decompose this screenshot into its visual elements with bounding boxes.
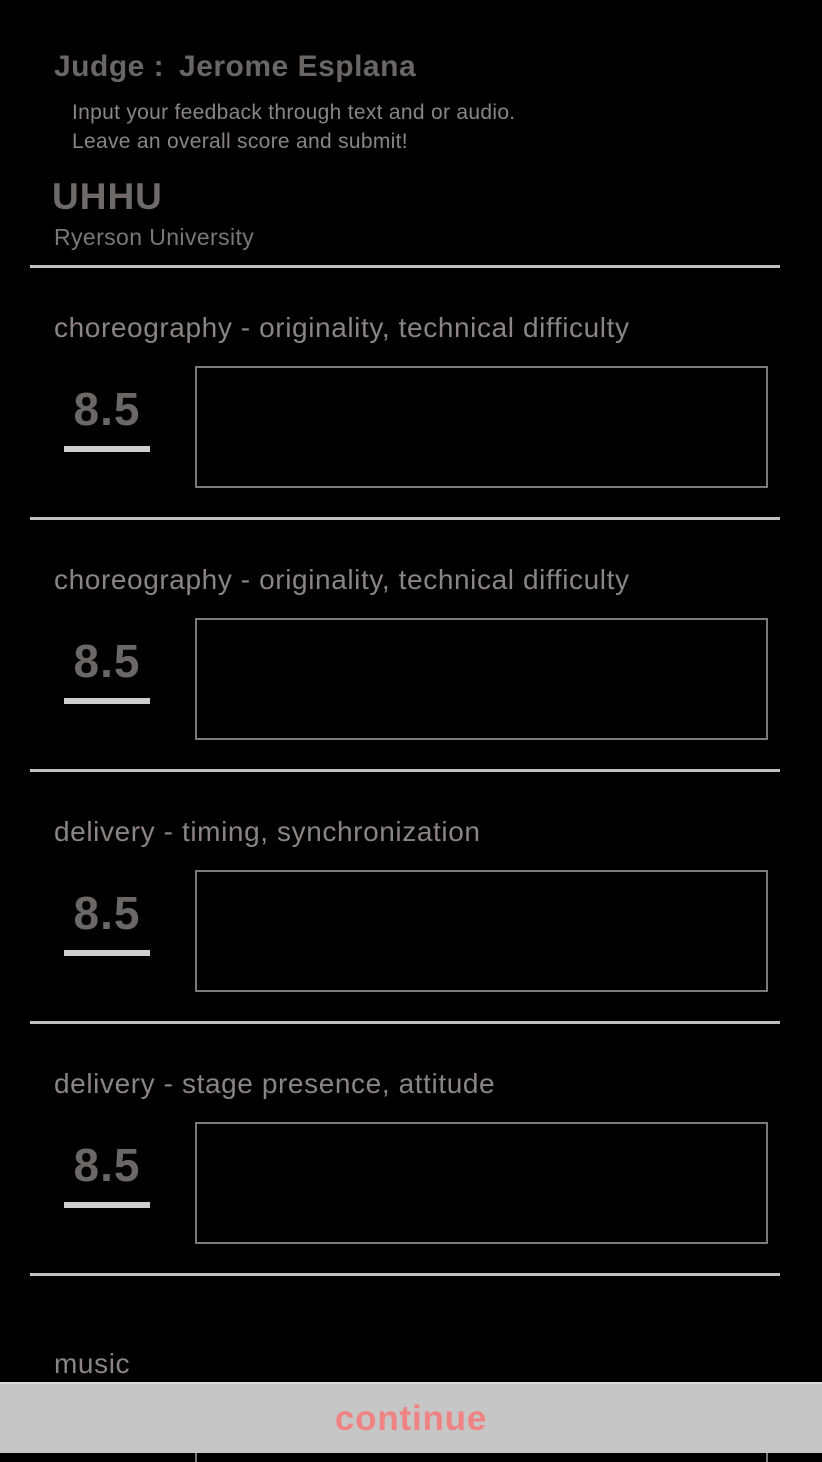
score-section-delivery-stage: [0, 1024, 822, 1273]
feedback-textarea[interactable]: [195, 366, 768, 488]
score-input[interactable]: 8.5: [64, 886, 150, 956]
criterion-label: choreography - originality, technical difficulty: [54, 312, 630, 343]
judge-name: Jerome Esplana: [179, 50, 417, 83]
continue-button[interactable]: [0, 1382, 822, 1453]
score-input[interactable]: 8.5: [64, 634, 150, 704]
instructions-line-2: Leave an overall score and submit!: [72, 130, 408, 153]
judge-prefix-label: Judge :: [54, 50, 165, 83]
criterion-label: music: [54, 1348, 131, 1379]
instructions-line-1: Input your feedback through text and or audio.: [72, 101, 516, 124]
score-column: [54, 1122, 195, 1208]
score-input[interactable]: 8.5: [64, 382, 150, 452]
feedback-textarea[interactable]: [195, 870, 768, 992]
score-row: [54, 366, 768, 488]
score-section-choreography-2: [0, 520, 822, 769]
score-column: [54, 618, 195, 704]
score-column: [54, 870, 195, 956]
instructions: [54, 98, 768, 156]
score-row: [54, 1122, 768, 1244]
score-row: [54, 870, 768, 992]
score-input[interactable]: 8.5: [64, 1138, 150, 1208]
feedback-textarea[interactable]: [195, 1122, 768, 1244]
team-name: UHHU: [52, 176, 163, 217]
judge-title: [54, 50, 768, 84]
score-section-delivery-timing: [0, 772, 822, 1021]
score-column: [54, 366, 195, 452]
score-row: [54, 618, 768, 740]
header: [0, 0, 822, 251]
feedback-textarea[interactable]: [195, 618, 768, 740]
criterion-label: delivery - stage presence, attitude: [54, 1068, 496, 1099]
criterion-label: choreography - originality, technical difficulty: [54, 564, 630, 595]
team-school: Ryerson University: [54, 224, 255, 250]
continue-button-label: continue: [334, 1398, 488, 1438]
score-section-choreography-1: [0, 268, 822, 517]
criterion-label: delivery - timing, synchronization: [54, 816, 481, 847]
